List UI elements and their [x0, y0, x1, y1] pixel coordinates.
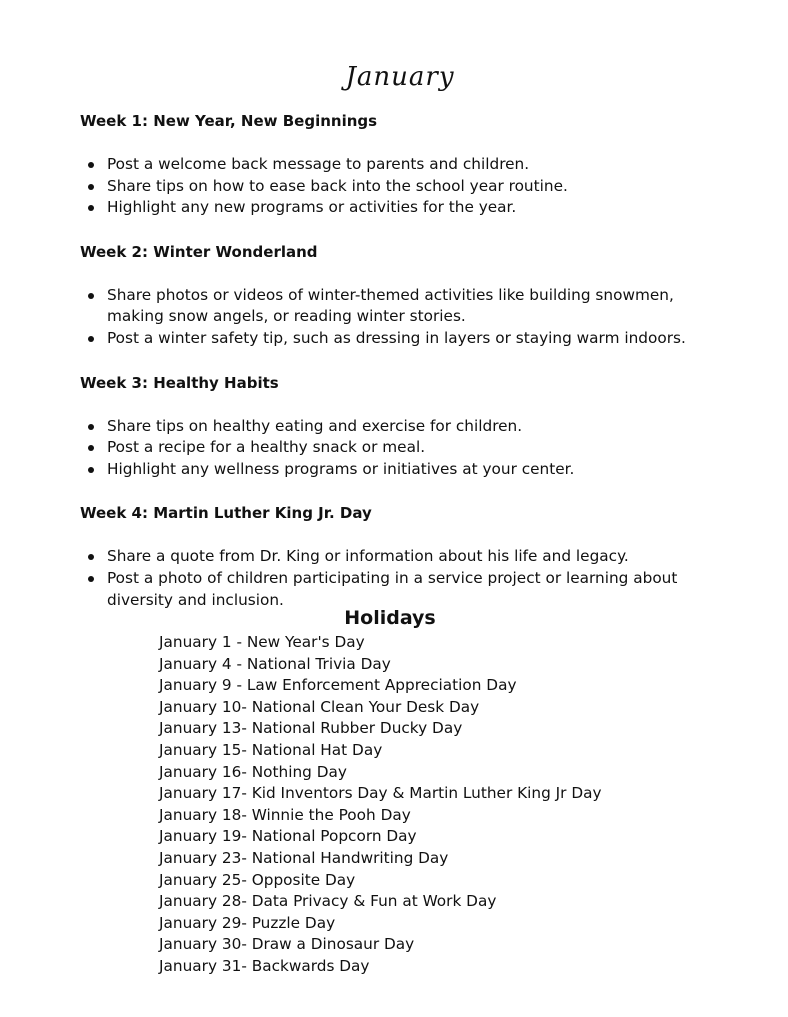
list-item: Highlight any new programs or activities for the year. — [107, 197, 720, 219]
list-item: Share photos or videos of winter-themed activities like building snowmen, making snow angels, or reading winter stories. — [107, 285, 720, 328]
holiday-item: January 17- Kid Inventors Day & Martin Luther King Jr Day — [159, 784, 602, 803]
list-item: Share a quote from Dr. King or information about his life and legacy. — [107, 546, 720, 568]
holiday-item: January 30- Draw a Dinosaur Day — [159, 935, 415, 954]
week-heading: Week 4: Martin Luther King Jr. Day — [80, 504, 372, 523]
holiday-item: January 23- National Handwriting Day — [159, 848, 449, 867]
list-item: Post a welcome back message to parents and children. — [107, 154, 720, 176]
tip-list — [80, 285, 720, 350]
list-item: Share tips on how to ease back into the school year routine. — [107, 176, 720, 198]
tip-list — [80, 154, 720, 219]
holiday-item: January 18- Winnie the Pooh Day — [159, 805, 411, 824]
holiday-item: January 29- Puzzle Day — [159, 913, 336, 932]
week-section — [80, 373, 720, 481]
holiday-item: January 1 - New Year's Day — [159, 633, 365, 651]
holiday-item: January 13- National Rubber Ducky Day — [159, 719, 463, 738]
week-section — [80, 503, 720, 611]
holiday-item: January 19- National Popcorn Day — [159, 827, 417, 846]
tip-list — [80, 546, 720, 611]
list-item: Post a recipe for a healthy snack or meal. — [107, 437, 720, 459]
holiday-list — [159, 632, 719, 978]
list-item: Post a winter safety tip, such as dressing in layers or staying warm indoors. — [107, 328, 720, 350]
holiday-item: January 4 - National Trivia Day — [159, 654, 391, 673]
tip-list — [80, 416, 720, 481]
holiday-item: January 31- Backwards Day — [159, 956, 370, 975]
week-section — [80, 242, 720, 350]
week-heading: Week 2: Winter Wonderland — [80, 242, 318, 261]
list-item: Share tips on healthy eating and exercise for children. — [107, 416, 720, 438]
list-item: Post a photo of children participating in a service project or learning about diversity and inclusion. — [107, 568, 720, 611]
holiday-item: January 25- Opposite Day — [159, 870, 356, 889]
holiday-item: January 9 - Law Enforcement Appreciation Day — [159, 676, 517, 695]
page-title: January — [345, 62, 455, 92]
holiday-item: January 28- Data Privacy & Fun at Work Day — [159, 892, 497, 911]
week-section — [80, 111, 720, 219]
weekly-plan — [80, 111, 720, 634]
holidays-heading: Holidays — [344, 607, 436, 629]
holiday-item: January 15- National Hat Day — [159, 740, 383, 759]
week-heading: Week 1: New Year, New Beginnings — [80, 112, 378, 130]
week-heading: Week 3: Healthy Habits — [80, 373, 279, 392]
holiday-item: January 10- National Clean Your Desk Day — [159, 697, 480, 716]
list-item: Highlight any wellness programs or initiatives at your center. — [107, 459, 720, 481]
holiday-item: January 16- Nothing Day — [159, 762, 347, 781]
